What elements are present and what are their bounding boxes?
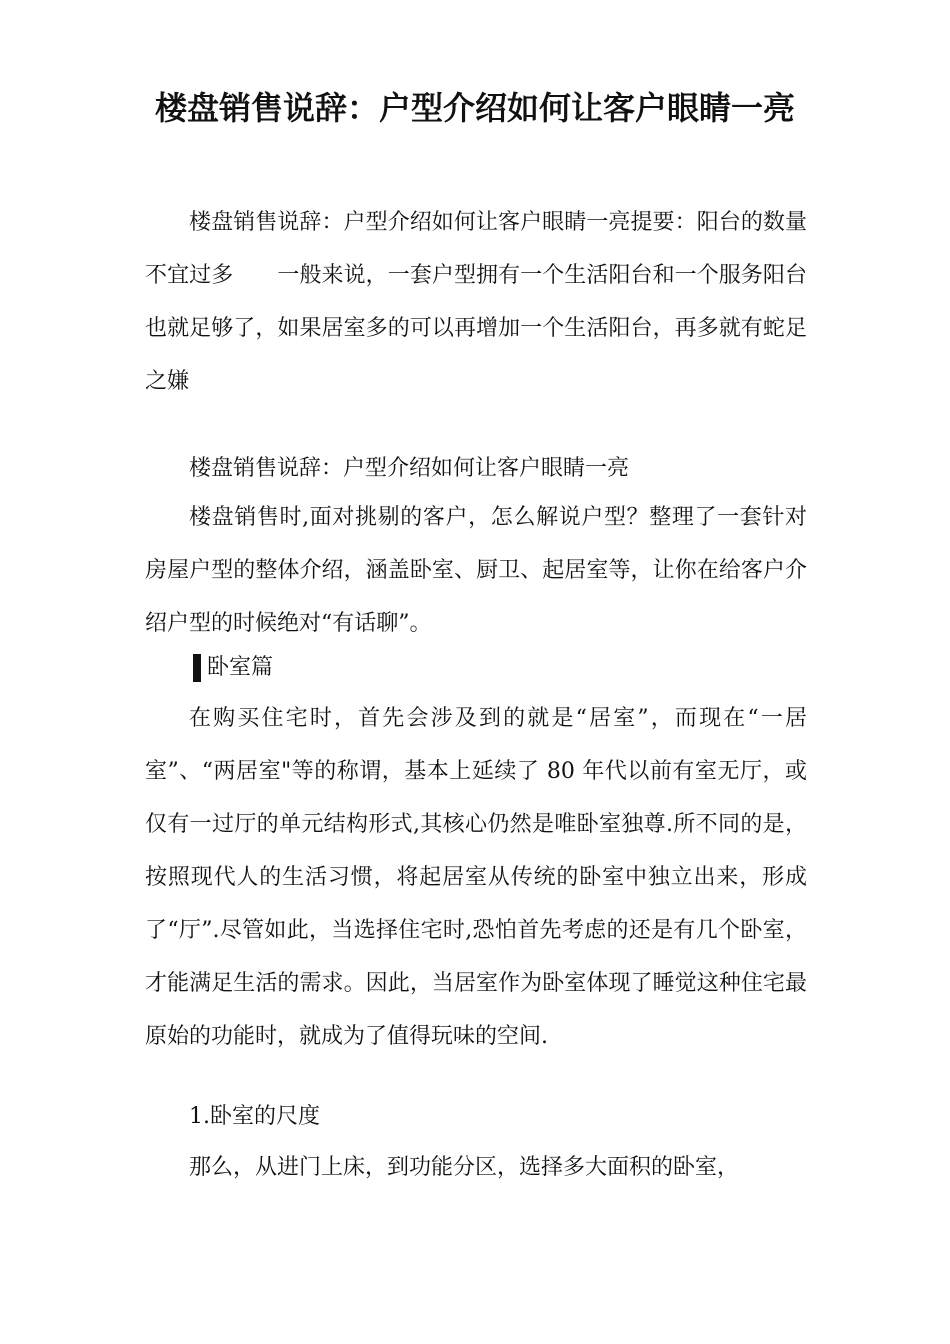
closing-paragraph-fragment: 那么，从进门上床，到功能分区，选择多大面积的卧室， (189, 1155, 740, 1180)
bedroom-paragraph: 在购买住宅时，首先会涉及到的就是“居室”，而现在“一居室”、“两居室"等的称谓，基本上延续了 80 年代以前有室无厅，或仅有一过厅的单元结构形式,其核心仍然是唯卧室独尊.所不同的是，按照现代人的生活习惯，将起居室从传统的卧室中独立出来，形成了“厅”.尽管如此，当选择住宅时,恐怕首先考虑的还是有几个卧室，才能满足生活的需求。因此，当居室作为卧室体现了睡觉这种住宅最原始的功能时，就成为了值得玩味的空间. (145, 706, 807, 1049)
section-heading-label: 卧室篇 (207, 655, 274, 680)
summary-paragraph: 楼盘销售说辞：户型介绍如何让客户眼睛一亮提要：阳台的数量不宜过多 一般来说，一套户型拥有一个生活阳台和一个服务阳台也就足够了，如果居室多的可以再增加一个生活阳台，再多就有蛇足之嫌 (145, 210, 807, 394)
subheading-bedroom-size: 1.卧室的尺度 (189, 1104, 320, 1129)
intro-paragraph: 楼盘销售时,面对挑剔的客户，怎么解说户型？整理了一套针对房屋户型的整体介绍，涵盖卧室、厨卫、起居室等，让你在给客户介绍户型的时候绝对“有话聊”。 (145, 505, 807, 636)
repeated-title-line: 楼盘销售说辞：户型介绍如何让客户眼睛一亮 (189, 456, 630, 481)
section-marker-bar (193, 654, 201, 682)
document-title: 楼盘销售说辞：户型介绍如何让客户眼睛一亮 (154, 89, 795, 127)
section-heading-bedroom (193, 641, 273, 694)
